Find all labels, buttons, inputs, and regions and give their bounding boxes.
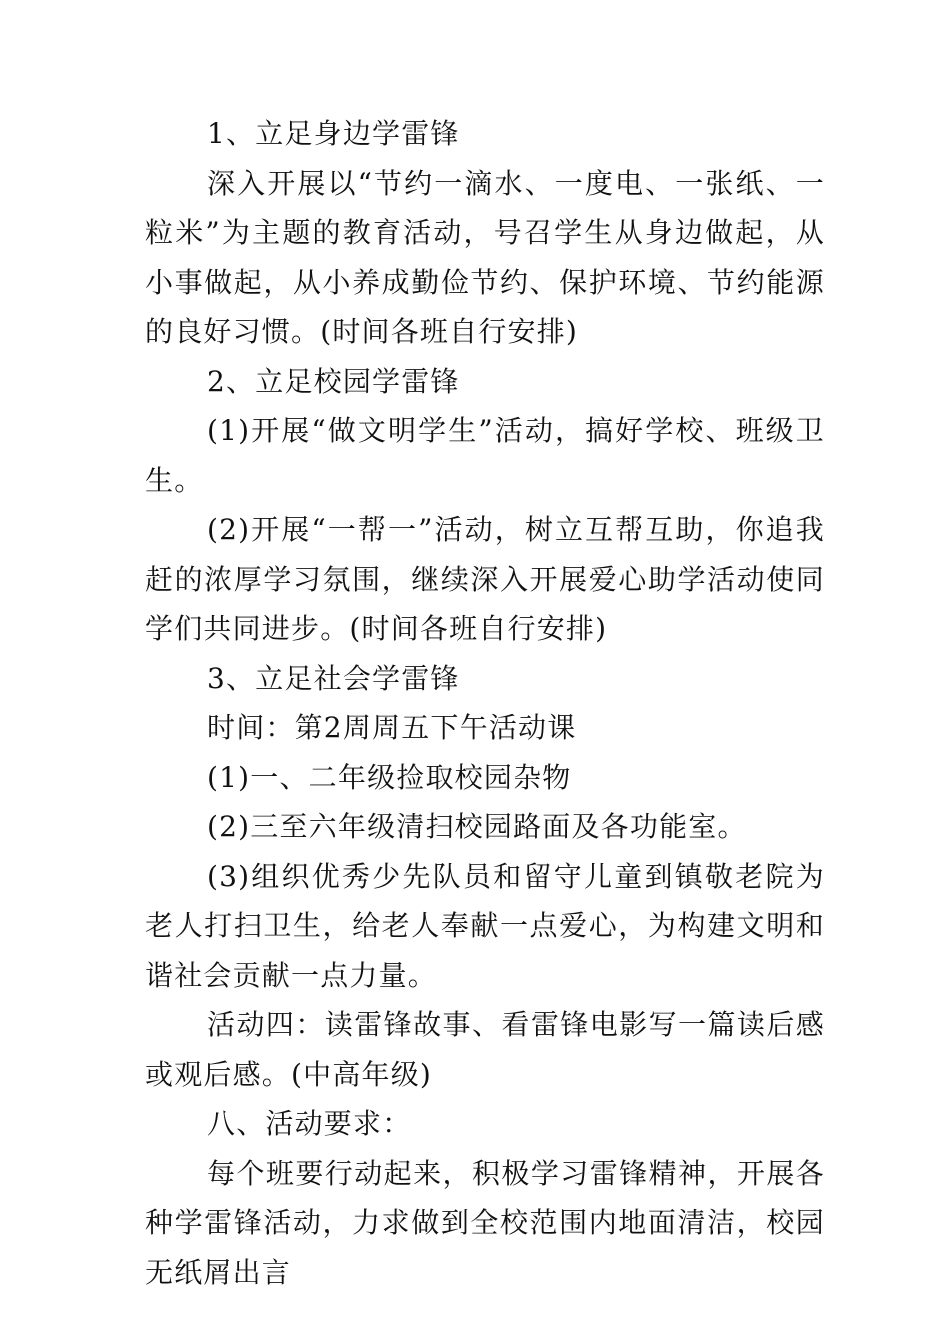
paragraph-1: 深入开展以“节约一滴水、一度电、一张纸、一粒米”为主题的教育活动，号召学生从身边做起，从小事做起，从小养成勤俭节约、保护环境、节约能源的良好习惯。(时间各班自行安排) (145, 166, 825, 348)
section-heading-2: 2、立足校园学雷锋 (207, 364, 460, 398)
list-item-3-1: (1)一、二年级捡取校园杂物 (207, 760, 572, 794)
paragraph-requirements: 每个班要行动起来，积极学习雷锋精神，开展各种学雷锋活动，力求做到全校范围内地面清洁，校园无纸屑出言 (145, 1156, 825, 1289)
list-item-2-2: (2)开展“一帮一”活动，树立互帮互助，你追我赶的浓厚学习氛围，继续深入开展爱心助学活动使同学们共同进步。(时间各班自行安排) (145, 513, 825, 645)
section-heading-1: 1、立足身边学雷锋 (207, 117, 460, 150)
activity-four: 活动四：读雷锋故事、看雷锋电影写一篇读后感或观后感。(中高年级) (145, 1008, 825, 1091)
section-heading-3: 3、立足社会学雷锋 (207, 661, 460, 695)
time-note: 时间：第2周周五下午活动课 (207, 711, 577, 744)
document-body (145, 109, 825, 1297)
section-heading-8: 八、活动要求： (207, 1107, 412, 1140)
list-item-3-2: (2)三至六年级清扫校园路面及各功能室。 (207, 810, 747, 843)
list-item-2-1: (1)开展“做文明学生”活动，搞好学校、班级卫生。 (145, 414, 825, 497)
list-item-3-3: (3)组织优秀少先队员和留守儿童到镇敬老院为老人打扫卫生，给老人奉献一点爱心，为构建文明和谐社会贡献一点力量。 (145, 859, 825, 992)
